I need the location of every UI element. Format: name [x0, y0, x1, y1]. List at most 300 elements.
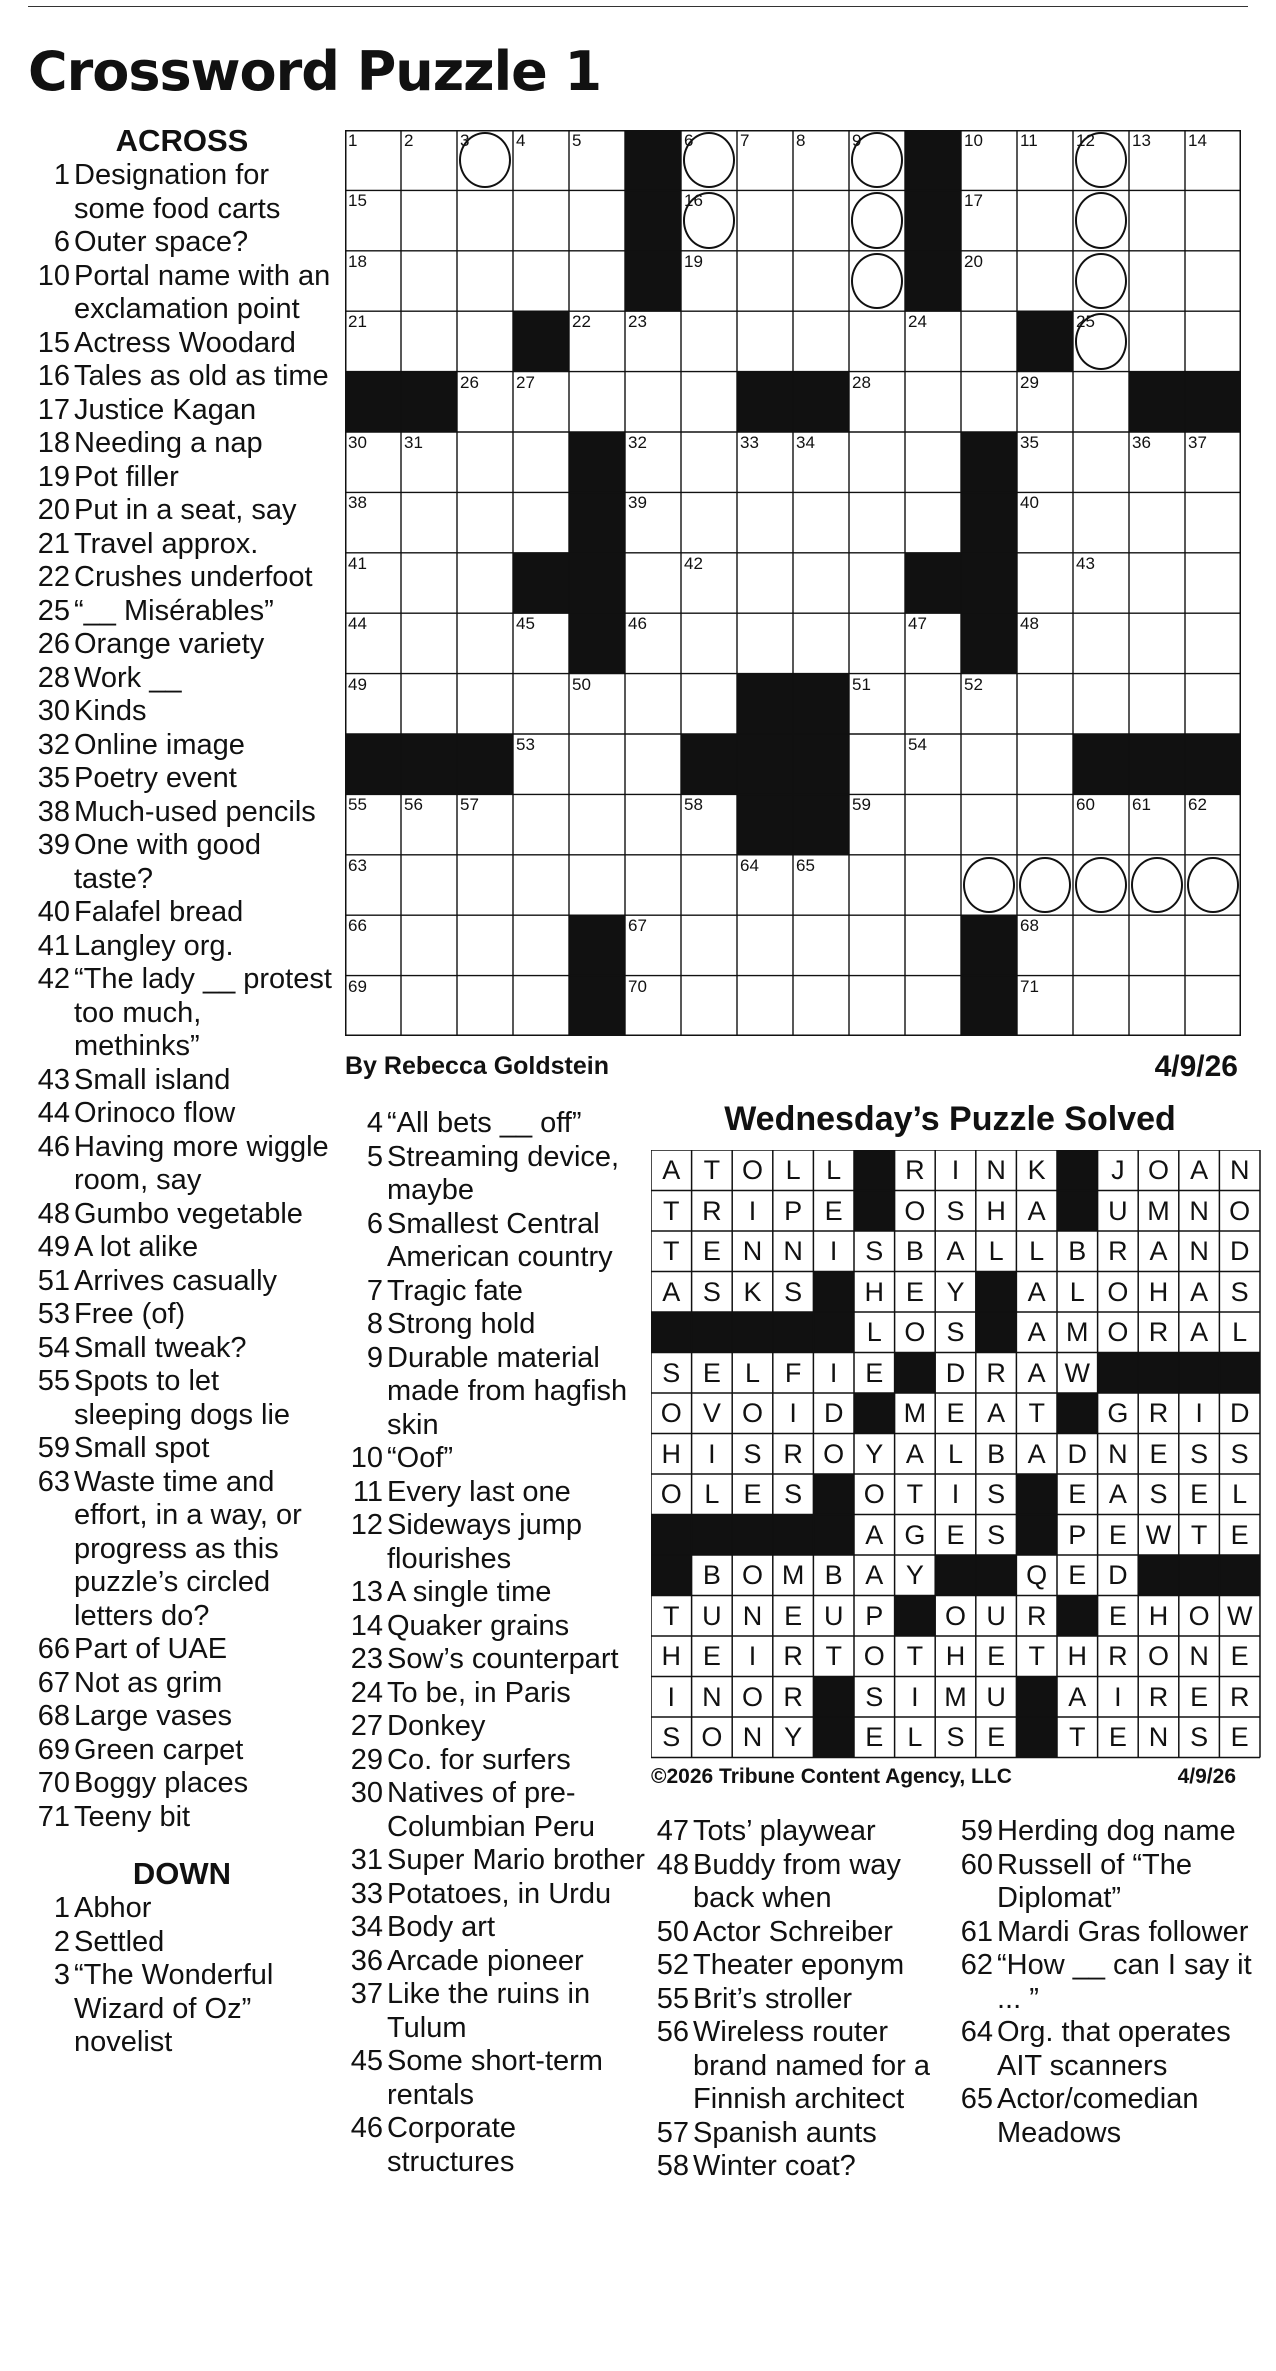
solved-cell: G	[1107, 1398, 1129, 1428]
clue-number: 17	[37, 393, 70, 426]
across-clue-68	[32, 1700, 332, 1734]
clue-number: 44	[37, 1097, 70, 1129]
solved-cell: L	[785, 1155, 801, 1185]
cell-number: 46	[628, 614, 647, 634]
clue-text: Super Mario brother	[387, 1844, 645, 1876]
solved-cell: P	[1068, 1519, 1087, 1550]
across-clue-40	[32, 896, 332, 930]
solved-cell: E	[702, 1641, 721, 1671]
solved-cell: W	[1226, 1600, 1253, 1631]
down-clue-3	[32, 1959, 332, 2060]
across-clue-21	[32, 528, 332, 562]
cell-number: 34	[796, 433, 815, 452]
solved-cell: H	[661, 1641, 682, 1671]
clue-text: A lot alike	[74, 1231, 199, 1263]
down-clue-64	[955, 2016, 1255, 2083]
solved-cell: F	[784, 1357, 802, 1388]
clue-number: 55	[37, 1365, 70, 1397]
cell-number: 52	[964, 674, 983, 694]
clue-number: 66	[37, 1633, 70, 1665]
cell-number: 28	[852, 372, 871, 392]
across-clue-44	[32, 1097, 332, 1131]
cell-number: 36	[1132, 433, 1151, 452]
clue-number: 16	[37, 360, 70, 392]
solved-cell: H	[661, 1438, 682, 1469]
cell-number: 61	[1132, 795, 1151, 815]
solved-cell: N	[1189, 1195, 1209, 1226]
clue-number: 35	[37, 762, 70, 794]
solved-cell: L	[1232, 1317, 1248, 1347]
solved-cell: B	[1068, 1236, 1087, 1266]
clue-number: 6	[366, 1207, 383, 1240]
clue-text: Put in a seat, say	[74, 494, 297, 526]
solved-cell: T	[1190, 1519, 1208, 1550]
clue-number: 4	[366, 1107, 383, 1139]
solved-cell: O	[863, 1479, 885, 1509]
cell-number: 51	[852, 674, 871, 694]
solved-cell: D	[1108, 1560, 1128, 1590]
solved-cell: E	[1149, 1438, 1168, 1469]
solved-cell: O	[741, 1560, 763, 1590]
solved-cell: O	[944, 1600, 966, 1631]
clue-text: Kinds	[74, 695, 147, 727]
cell-number: 48	[1020, 614, 1039, 634]
solved-cell: E	[1230, 1641, 1249, 1671]
across-clue-55	[32, 1365, 332, 1432]
solved-cell: B	[987, 1438, 1006, 1469]
clue-text: Designation for some food carts	[74, 159, 281, 225]
clue-number: 65	[960, 2083, 993, 2115]
clue-text: Falafel bread	[74, 896, 244, 928]
across-clue-53	[32, 1298, 332, 1332]
solved-cell: A	[1027, 1357, 1046, 1388]
solved-cell: W	[1064, 1357, 1091, 1388]
clue-text: Tots’ playwear	[693, 1815, 876, 1847]
solved-cell: E	[865, 1722, 884, 1752]
cell-number: 21	[348, 312, 367, 332]
solved-date: 4/9/26	[1177, 1765, 1236, 1788]
solved-cell: S	[743, 1438, 762, 1469]
across-clue-63	[32, 1466, 332, 1634]
solved-cell: E	[1190, 1479, 1209, 1509]
solved-cell: M	[1066, 1317, 1089, 1347]
solved-cell: S	[987, 1479, 1006, 1509]
clue-number: 55	[656, 1982, 689, 2015]
across-heading: ACROSS	[115, 123, 249, 158]
solved-cell: I	[667, 1681, 676, 1712]
solved-cell: A	[662, 1276, 681, 1307]
across-clue-25	[32, 595, 332, 629]
clue-text: To be, in Paris	[387, 1676, 571, 1709]
across-clue-39	[32, 829, 332, 896]
clue-text: “The lady __ protest too much, methinks”	[74, 963, 332, 1062]
clue-number: 19	[37, 460, 70, 493]
clue-number: 57	[656, 2116, 689, 2149]
solved-cell: E	[784, 1600, 803, 1631]
clue-number: 12	[350, 1509, 383, 1541]
solved-cell: O	[904, 1195, 926, 1226]
solved-cell: L	[988, 1236, 1004, 1266]
cell-number: 18	[348, 251, 367, 271]
solved-cell: S	[946, 1722, 965, 1752]
across-clue-1	[32, 159, 332, 226]
across-clue-43	[32, 1064, 332, 1098]
clue-text: Smallest Central American country	[387, 1207, 613, 1273]
solved-cell: M	[781, 1560, 805, 1590]
solved-cell: O	[660, 1398, 682, 1428]
clue-text: Sideways jump flourishes	[387, 1509, 583, 1575]
cell-number: 31	[404, 433, 423, 452]
clue-number: 3	[53, 1959, 70, 1991]
solved-cell: E	[702, 1236, 721, 1266]
down-clue-12	[345, 1509, 645, 1576]
solved-cell: O	[660, 1479, 682, 1509]
solved-cell: O	[904, 1317, 926, 1347]
solved-cell: S	[946, 1317, 965, 1347]
cell-number: 16	[684, 191, 703, 211]
solved-cell: K	[1027, 1155, 1046, 1185]
solved-cell: Y	[946, 1276, 965, 1307]
clue-text: Tragic fate	[387, 1274, 523, 1307]
clue-text: Like the ruins in Tulum	[387, 1978, 591, 2044]
page-title: Crossword Puzzle 1	[28, 40, 602, 103]
solved-cell: T	[703, 1155, 721, 1185]
clue-text: Tales as old as time	[74, 360, 329, 392]
solved-cell: H	[945, 1641, 966, 1671]
solved-cell: B	[905, 1236, 924, 1266]
down-clue-65	[955, 2083, 1255, 2150]
cell-number: 59	[852, 795, 871, 815]
down-clue-9	[345, 1342, 645, 1443]
across-clue-10	[32, 260, 332, 327]
clue-number: 62	[960, 1949, 993, 1981]
cell-number: 24	[908, 312, 927, 332]
clue-text: Theater eponym	[693, 1949, 905, 1981]
across-clue-22	[32, 561, 332, 595]
solved-cell: R	[783, 1641, 803, 1671]
solved-cell: Y	[865, 1438, 884, 1469]
cell-number: 10	[964, 131, 983, 150]
down-clue-59	[955, 1815, 1255, 1849]
solved-cell: R	[1148, 1398, 1169, 1428]
down-heading: DOWN	[132, 1856, 232, 1891]
solved-cell: A	[1149, 1236, 1168, 1266]
solved-cell: N	[1148, 1722, 1169, 1752]
solved-cell: S	[784, 1479, 803, 1509]
clue-number: 53	[37, 1298, 70, 1330]
cell-number: 47	[908, 614, 927, 634]
cell-number: 40	[1020, 493, 1039, 513]
solved-cell: E	[743, 1479, 762, 1509]
solved-cell: E	[987, 1641, 1006, 1671]
down-clue-14	[345, 1610, 645, 1644]
solved-cell: G	[904, 1519, 926, 1550]
across-clue-19	[32, 461, 332, 495]
solved-cell: J	[1111, 1155, 1125, 1185]
cell-number: 68	[1020, 916, 1039, 936]
clue-text: A single time	[387, 1576, 552, 1608]
clue-number: 68	[37, 1700, 70, 1732]
solved-cell: I	[748, 1195, 757, 1226]
byline: By Rebecca Goldstein	[345, 1052, 609, 1080]
clue-number: 29	[350, 1743, 383, 1776]
solved-cell: I	[951, 1155, 960, 1185]
solved-cell: A	[987, 1398, 1006, 1428]
cell-number: 44	[348, 614, 367, 634]
grid-lines	[345, 130, 1241, 1036]
solved-cell: E	[1068, 1479, 1087, 1509]
clue-text: Potatoes, in Urdu	[387, 1877, 612, 1910]
down-column-3	[955, 1815, 1255, 2150]
cell-number: 60	[1076, 795, 1095, 815]
clue-number: 5	[366, 1140, 383, 1173]
solved-cell: E	[946, 1519, 965, 1550]
solved-cell: S	[702, 1276, 721, 1307]
clue-number: 11	[352, 1475, 383, 1508]
solved-cell: I	[708, 1438, 716, 1469]
clue-number: 15	[37, 326, 70, 359]
solved-cell: S	[1190, 1722, 1209, 1752]
across-clue-70	[32, 1767, 332, 1801]
down-clue-60	[955, 1849, 1255, 1916]
solved-cell: Y	[784, 1722, 803, 1752]
solved-cell: L	[826, 1155, 842, 1185]
clue-number: 23	[350, 1643, 383, 1675]
clue-text: Corporate structures	[387, 2112, 516, 2178]
cell-number: 30	[348, 433, 367, 452]
down-clue-33	[345, 1878, 645, 1912]
across-clue-71	[32, 1801, 332, 1835]
solved-cell: I	[951, 1479, 960, 1509]
cell-number: 54	[908, 735, 927, 754]
solved-cell: R	[783, 1681, 803, 1712]
down-clue-29	[345, 1744, 645, 1778]
clue-number: 8	[366, 1308, 383, 1340]
cell-number: 23	[628, 312, 647, 332]
clue-number: 59	[37, 1432, 70, 1464]
solved-cell: P	[865, 1600, 884, 1631]
clue-text: Spanish aunts	[693, 2116, 877, 2149]
clue-number: 37	[350, 1978, 383, 2010]
solved-cell: A	[1027, 1317, 1046, 1347]
cell-number: 15	[348, 191, 367, 211]
clue-text: Small spot	[74, 1432, 210, 1464]
solved-cell: N	[783, 1236, 803, 1266]
solved-cell: M	[1147, 1195, 1170, 1226]
clue-number: 69	[37, 1733, 70, 1766]
solved-cell: T	[663, 1236, 680, 1266]
clue-text: Wireless router brand named for a Finnish architect	[693, 2016, 930, 2115]
solved-cell: N	[742, 1236, 763, 1266]
solved-cell: A	[865, 1560, 884, 1590]
solved-cell: B	[702, 1560, 721, 1590]
solved-cell: L	[947, 1438, 963, 1469]
across-clue-16	[32, 360, 332, 394]
solved-cell: H	[864, 1276, 885, 1307]
solved-cell: U	[702, 1600, 722, 1631]
down-clue-34	[345, 1911, 645, 1945]
clue-text: “All bets __ off”	[387, 1107, 582, 1139]
clue-text: Pot filler	[74, 460, 179, 493]
cell-number: 9	[852, 131, 862, 150]
cell-number: 2	[404, 131, 414, 150]
solved-cell: R	[1148, 1317, 1169, 1347]
clue-number: 61	[960, 1915, 993, 1948]
clue-text: Sow’s counterpart	[387, 1643, 619, 1675]
cell-number: 7	[740, 131, 750, 150]
across-clue-20	[32, 494, 332, 528]
solved-cell: T	[1028, 1641, 1045, 1671]
cell-number: 4	[516, 131, 526, 150]
across-clue-59	[32, 1432, 332, 1466]
solved-cell: A	[662, 1155, 681, 1185]
clue-number: 49	[37, 1231, 70, 1263]
solved-cell: L	[1069, 1276, 1085, 1307]
clue-number: 46	[37, 1130, 70, 1163]
crossword-grid	[345, 130, 1241, 1036]
cell-number: 33	[740, 433, 759, 452]
clue-number: 64	[960, 2016, 993, 2048]
across-clue-49	[32, 1231, 332, 1265]
cell-number: 43	[1076, 553, 1095, 573]
solved-cell: I	[789, 1398, 797, 1428]
solved-cell: P	[784, 1195, 803, 1226]
clue-text: Boggy places	[74, 1767, 249, 1799]
solved-cell: T	[663, 1600, 680, 1631]
clue-text: Quaker grains	[387, 1609, 570, 1642]
clue-number: 38	[37, 795, 70, 828]
clue-text: Natives of pre-Columbian Peru	[387, 1777, 595, 1843]
clue-text: Teeny bit	[74, 1800, 191, 1833]
solved-cell: I	[911, 1681, 919, 1712]
cell-number: 25	[1076, 312, 1095, 332]
across-clue-41	[32, 930, 332, 964]
cell-number: 70	[628, 976, 647, 996]
solved-cell: D	[1067, 1438, 1088, 1469]
solved-cell: R	[1148, 1681, 1169, 1712]
clue-number: 60	[960, 1848, 993, 1881]
cell-number: 55	[348, 795, 367, 815]
clue-number: 56	[656, 2016, 689, 2048]
solved-cell: S	[1149, 1479, 1168, 1509]
solved-cell: I	[829, 1357, 838, 1388]
solved-cell: O	[1147, 1155, 1169, 1185]
solved-cell: A	[1068, 1681, 1087, 1712]
solved-cell: H	[1148, 1276, 1169, 1307]
solved-cell: E	[905, 1276, 924, 1307]
cell-number: 5	[572, 131, 582, 150]
solved-cell: E	[1190, 1681, 1209, 1712]
clue-text: Russell of “The Diplomat”	[997, 1848, 1193, 1914]
solved-cell: A	[1190, 1276, 1209, 1307]
solved-cell: S	[784, 1276, 803, 1307]
solved-cell: O	[1107, 1317, 1129, 1347]
cell-number: 49	[348, 674, 367, 694]
clue-text: Streaming device, maybe	[387, 1140, 620, 1206]
down-clue-36	[345, 1945, 645, 1979]
solved-cell: H	[1067, 1641, 1088, 1671]
across-clue-54	[32, 1332, 332, 1366]
across-clue-66	[32, 1633, 332, 1667]
clue-text: “The Wonderful Wizard of Oz” novelist	[74, 1959, 274, 2058]
down-clue-62	[955, 1949, 1255, 2016]
cell-number: 42	[684, 553, 703, 573]
cell-number: 13	[1132, 131, 1151, 150]
solved-cell: D	[823, 1398, 844, 1428]
cell-number: 37	[1188, 433, 1207, 452]
solved-cell: E	[1230, 1519, 1249, 1550]
clue-number: 41	[37, 929, 70, 962]
solved-cell: L	[1029, 1236, 1045, 1266]
solved-cell: U	[823, 1600, 844, 1631]
clue-text: Not as grim	[74, 1666, 223, 1699]
clue-number: 43	[37, 1063, 70, 1096]
solved-cell: N	[1189, 1236, 1209, 1266]
solved-cell: T	[825, 1641, 842, 1671]
down-clue-10	[345, 1442, 645, 1476]
solved-cell: R	[1026, 1600, 1047, 1631]
clue-text: Poetry event	[74, 762, 237, 794]
clue-number: 6	[53, 226, 70, 258]
cell-number: 50	[572, 674, 591, 694]
cell-number: 19	[684, 251, 703, 271]
across-clue-48	[32, 1198, 332, 1232]
across-clue-26	[32, 628, 332, 662]
solved-cell: W	[1145, 1519, 1172, 1550]
clue-text: Buddy from way back when	[693, 1848, 901, 1914]
clue-text: Part of UAE	[74, 1633, 228, 1665]
clue-number: 1	[53, 159, 70, 191]
across-clue-67	[32, 1667, 332, 1701]
solved-cell: S	[662, 1722, 681, 1752]
clue-text: Much-used pencils	[74, 795, 316, 828]
solved-cell: O	[1188, 1600, 1210, 1631]
solved-cell: U	[1108, 1195, 1128, 1226]
clue-text: Strong hold	[387, 1308, 536, 1340]
clue-number: 32	[37, 728, 70, 761]
solved-cell: L	[1232, 1479, 1248, 1509]
cell-number: 67	[628, 916, 647, 936]
solved-cell: R	[986, 1357, 1006, 1388]
clue-number: 50	[656, 1915, 689, 1948]
solved-cell: M	[944, 1681, 967, 1712]
solved-cell: A	[905, 1438, 924, 1469]
clue-text: Orange variety	[74, 628, 265, 660]
cell-number: 56	[404, 795, 423, 815]
clue-number: 30	[350, 1777, 383, 1809]
clue-number: 58	[656, 2150, 689, 2182]
across-clue-17	[32, 394, 332, 428]
clue-number: 63	[37, 1465, 70, 1498]
cell-number: 57	[460, 795, 479, 815]
solved-grid-lines	[651, 1150, 1262, 1760]
clue-text: Online image	[74, 728, 245, 761]
clue-number: 14	[350, 1609, 383, 1642]
solved-cell: T	[1028, 1398, 1045, 1428]
solved-cell: D	[945, 1357, 966, 1388]
clue-text: Abhor	[74, 1892, 152, 1924]
solved-cell: O	[1229, 1195, 1251, 1226]
solved-cell: I	[748, 1641, 757, 1671]
across-clue-46	[32, 1131, 332, 1198]
down-clue-2	[32, 1926, 332, 1960]
clue-number: 24	[350, 1676, 383, 1709]
clue-text: Green carpet	[74, 1733, 244, 1766]
solved-cell: A	[1190, 1155, 1209, 1185]
clue-number: 33	[350, 1877, 383, 1910]
across-clue-35	[32, 762, 332, 796]
cell-number: 29	[1020, 372, 1039, 392]
